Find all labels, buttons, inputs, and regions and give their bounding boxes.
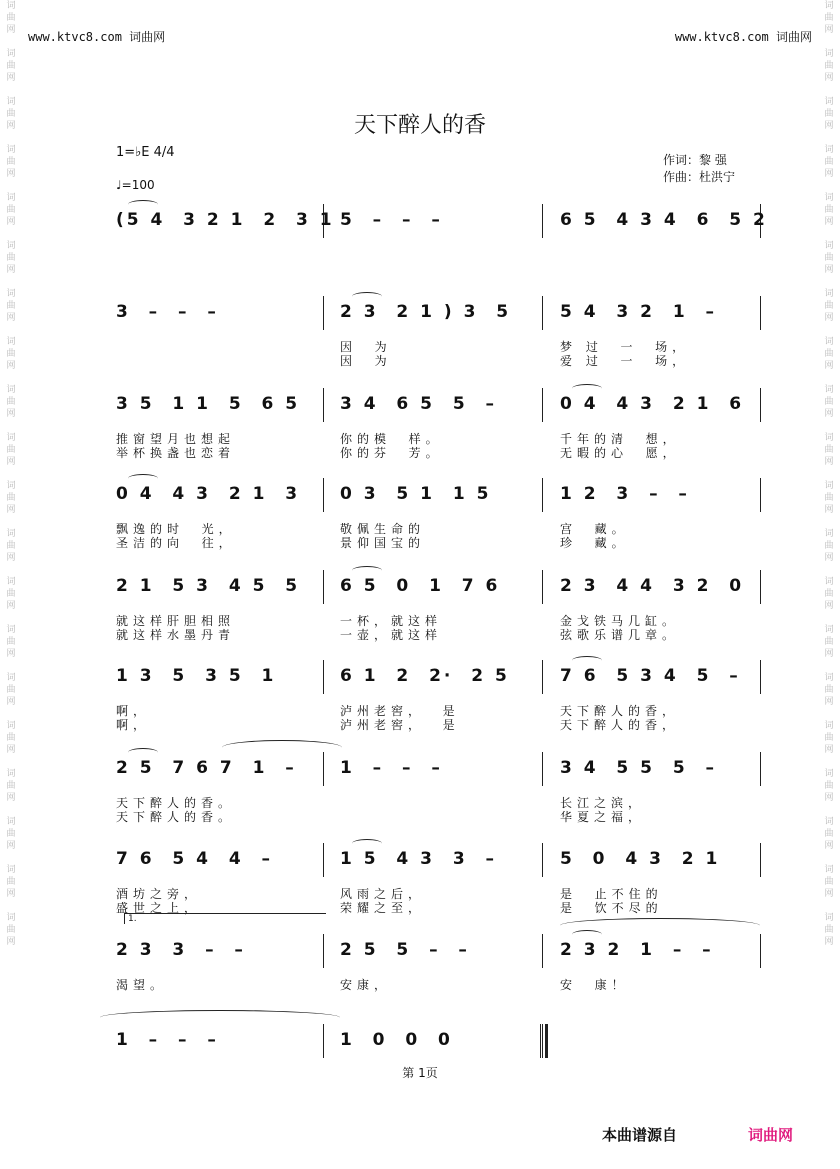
measure-notes: 1 – – – [340, 758, 443, 778]
measure-notes: 1 0 0 0 [340, 1030, 453, 1050]
barline [542, 296, 543, 330]
lyric-line: 啊， [116, 718, 151, 732]
slur-mark [572, 384, 602, 393]
page-number: 第 1页 [402, 1066, 438, 1080]
measure-notes: 2 1 5 3 4 5 5 [116, 576, 301, 596]
barline [323, 570, 324, 604]
barline [323, 843, 324, 877]
source-label: 本曲谱源自 [602, 1126, 678, 1144]
brand-label: 词曲网 [748, 1126, 794, 1144]
score-system [0, 934, 840, 1014]
lyric-line: 风雨之后， [340, 887, 426, 901]
barline [760, 843, 761, 877]
score-system [0, 752, 840, 832]
header-right: www.ktvc8.com 词曲网 [674, 30, 812, 44]
lyric-line: 你的芬 芳。 [340, 446, 443, 460]
barline [760, 388, 761, 422]
measure-notes: 5 – – – [340, 210, 443, 230]
measure-notes: 2 5 7 6 7 1 – [116, 758, 297, 778]
lyric-line: 泸州老窖， 是 [340, 704, 460, 718]
score-system [0, 478, 840, 558]
measure-notes: 1 5 4 3 3 – [340, 849, 497, 869]
measure-notes: 1 2 3 – – [560, 484, 690, 504]
volta-bracket: 1. [124, 913, 326, 924]
lyric-line: 珍 藏。 [560, 536, 629, 550]
lyric-line: 梦 过 一 场， [560, 340, 690, 354]
lyric-line: 长江之滨， [560, 796, 646, 810]
lyric-line: 推窗望月也想起 [116, 432, 236, 446]
barline [542, 570, 543, 604]
barline [542, 660, 543, 694]
lyric-line: 酒坊之旁， [116, 887, 202, 901]
measure-notes: 3 4 5 5 5 – [560, 758, 717, 778]
measure-notes: 6 1 2 2· 2 5 [340, 666, 510, 686]
lyric-line: 无暇的心 愿， [560, 446, 680, 460]
lyric-line: 因 为 [340, 354, 392, 368]
lyric-line: 就这样肝胆相照 [116, 614, 236, 628]
measure-notes: 3 – – – [116, 302, 219, 322]
barline [760, 660, 761, 694]
slur-mark [352, 292, 382, 301]
score-title: 天下醉人的香 [353, 113, 486, 138]
key-signature: 1=♭E 4/4 [116, 145, 175, 160]
lyric-line: 一杯，就这样 [340, 614, 443, 628]
measure-notes: 0 3 5 1 1 5 [340, 484, 492, 504]
measure-notes: 2 3 3 – – [116, 940, 246, 960]
lyric-line: 安 康！ [560, 978, 629, 992]
barline [323, 752, 324, 786]
header-left: www.ktvc8.com 词曲网 [28, 30, 166, 44]
score-system [0, 660, 840, 740]
lyric-line: 天下醉人的香。 [116, 796, 236, 810]
lyric-line: 金戈铁马几缸。 [560, 614, 680, 628]
lyric-line: 华夏之福， [560, 810, 646, 824]
measure-notes: 0 4 4 3 2 1 6 [560, 394, 745, 414]
lyric-line: 你的模 样。 [340, 432, 443, 446]
measure-notes: 6 5 0 1 7 6 [340, 576, 501, 596]
lyric-line: 敬佩生命的 [340, 522, 426, 536]
lyric-line: 千年的清 想， [560, 432, 680, 446]
measure-notes: 1 3 5 3 5 1 [116, 666, 277, 686]
measure-notes: 7 6 5 3 4 5 – [560, 666, 741, 686]
composer: 作曲：杜洪宁 [663, 170, 736, 184]
measure-notes: 5 0 4 3 2 1 [560, 849, 721, 869]
measure-notes: 7 6 5 4 4 – [116, 849, 273, 869]
barline [542, 934, 543, 968]
barline [323, 296, 324, 330]
lyric-line: 是 饮不尽的 [560, 901, 663, 915]
tie-mark [100, 1010, 340, 1025]
slur-mark [128, 748, 158, 757]
measure-notes: 6 5 4 3 4 6 5 2 [560, 210, 768, 230]
barline [542, 478, 543, 512]
barline [323, 478, 324, 512]
score-system [0, 843, 840, 923]
measure-notes: 2 3 2 1 – – [560, 940, 714, 960]
lyric-line: 就这样水墨丹青 [116, 628, 236, 642]
lyric-line: 荣耀之至， [340, 901, 426, 915]
barline [323, 934, 324, 968]
lyricist: 作词：黎 强 [663, 153, 727, 167]
measure-notes: 2 3 4 4 3 2 0 [560, 576, 745, 596]
barline [760, 478, 761, 512]
barline [760, 752, 761, 786]
lyric-line: 盛世之上， [116, 901, 202, 915]
measure-notes: 3 4 6 5 5 – [340, 394, 497, 414]
tie-mark [560, 918, 760, 933]
measure-notes: 5 4 3 2 1 – [560, 302, 717, 322]
barline [542, 843, 543, 877]
lyric-line: 爱 过 一 场， [560, 354, 690, 368]
lyric-line: 宫 藏。 [560, 522, 629, 536]
barline [323, 660, 324, 694]
score-system [0, 570, 840, 650]
tempo-marking: ♩=100 [116, 178, 155, 192]
slur-mark [128, 200, 158, 209]
measure-notes: 2 5 5 – – [340, 940, 470, 960]
slur-mark [352, 839, 382, 848]
lyric-line: 泸州老窖， 是 [340, 718, 460, 732]
lyric-line: 景仰国宝的 [340, 536, 426, 550]
barline [323, 388, 324, 422]
slur-mark [352, 566, 382, 575]
measure-notes: 0 4 4 3 2 1 3 [116, 484, 301, 504]
lyric-line: 因 为 [340, 340, 392, 354]
barline [323, 1024, 324, 1058]
watermark-left: 词 曲 网 词 曲 网 词 曲 网 词 曲 网 词 曲 网 词 曲 网 词 曲 网 词 曲 网 词 曲 网 词 曲 网 词 曲 网 词 曲 网 词 曲 网 词 曲 网 词 曲 网 词 曲 网 词 曲 网 词 曲 网 词 曲 网 词 曲 网 [6, 1, 16, 947]
measure-notes: 2 3 2 1 ) 3 5 [340, 302, 512, 322]
measure-notes: 1 – – – [116, 1030, 219, 1050]
lyric-line: 安康， [340, 978, 392, 992]
barline [542, 752, 543, 786]
lyric-line: 圣洁的向 往， [116, 536, 236, 550]
barline [760, 296, 761, 330]
measure-notes: 3 5 1 1 5 6 5 [116, 394, 301, 414]
final-barline [540, 1024, 548, 1058]
barline [542, 388, 543, 422]
score-system [0, 388, 840, 468]
slur-mark [572, 656, 602, 665]
lyric-line: 飘逸的时 光， [116, 522, 236, 536]
lyric-line: 一壶，就这样 [340, 628, 443, 642]
lyric-line: 是 止不住的 [560, 887, 663, 901]
lyric-line: 弦歌乐谱几章。 [560, 628, 680, 642]
lyric-line: 天下醉人的香， [560, 718, 680, 732]
score-system [0, 296, 840, 376]
lyric-line: 天下醉人的香， [560, 704, 680, 718]
barline [542, 204, 543, 238]
tie-mark [222, 740, 342, 755]
measure-notes: (5 4 3 2 1 2 3 1 [116, 210, 335, 230]
lyric-line: 举杯换盏也恋着 [116, 446, 236, 460]
watermark-right: 词 曲 网 词 曲 网 词 曲 网 词 曲 网 词 曲 网 词 曲 网 词 曲 网 词 曲 网 词 曲 网 词 曲 网 词 曲 网 词 曲 网 词 曲 网 词 曲 网 词 曲 网 词 曲 网 词 曲 网 词 曲 网 词 曲 网 词 曲 网 [824, 1, 834, 947]
lyric-line: 渴望。 [116, 978, 168, 992]
lyric-line: 啊， [116, 704, 151, 718]
slur-mark [128, 474, 158, 483]
lyric-line: 天下醉人的香。 [116, 810, 236, 824]
barline [760, 934, 761, 968]
barline [760, 570, 761, 604]
score-system [0, 204, 840, 284]
credits [663, 152, 735, 186]
